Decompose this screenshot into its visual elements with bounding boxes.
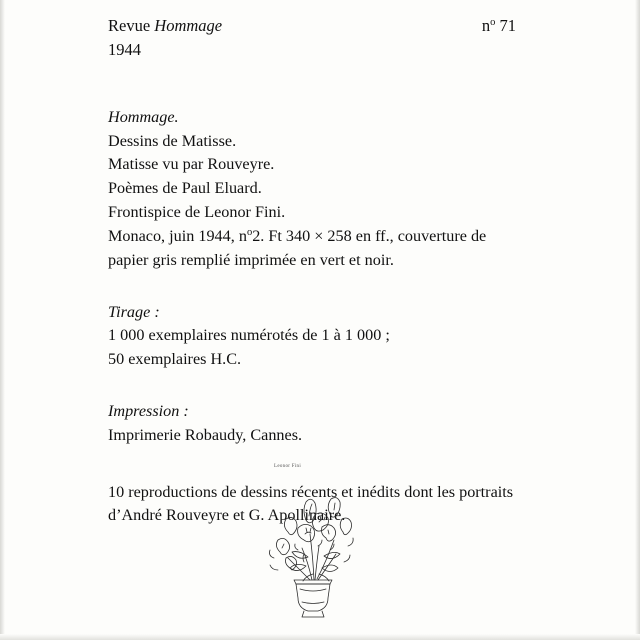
revue-title-line bbox=[108, 14, 222, 38]
page-header bbox=[108, 14, 528, 62]
page-edge-bottom bbox=[0, 634, 640, 640]
revue-prefix: Revue bbox=[108, 16, 151, 35]
section-hommage-line-2: Matisse vu par Rouveyre. bbox=[108, 155, 275, 174]
flower-vase-drawing bbox=[218, 462, 408, 624]
section-hommage-line-1: Dessins de Matisse. bbox=[108, 131, 237, 150]
page-content bbox=[108, 14, 528, 528]
issue-number-block bbox=[482, 16, 528, 36]
issue-number: 71 bbox=[499, 16, 516, 35]
section-hommage-line-4: Frontispice de Leonor Fini. bbox=[108, 203, 286, 222]
section-impression-heading: Impression : bbox=[108, 401, 189, 420]
figure-signature: Leonor Fini bbox=[274, 464, 302, 469]
section-hommage-line-5-head: Monaco, juin 1944, n bbox=[108, 226, 247, 245]
section-impression-line-1: Imprimerie Robaudy, Cannes. bbox=[108, 425, 303, 444]
section-hommage-inline-sup: o bbox=[246, 227, 253, 239]
section-tirage-line-1: 1 000 exemplaires numérotés de 1 à 1 000 ; bbox=[108, 326, 390, 345]
revue-work-title: Hommage bbox=[154, 16, 223, 35]
section-hommage-line-5 bbox=[108, 225, 528, 273]
section-hommage-line-3: Poèmes de Paul Eluard. bbox=[108, 179, 262, 198]
section-hommage-line-5-tail: 2. Ft 340 × 258 en ff., couverture de papier gris remplié imprimée en vert et noir. bbox=[108, 226, 487, 269]
section-reproductions-text: 10 reproductions de dessins récents et inédits dont les portraits d’André Rouveyre et G. Apollinaire. bbox=[108, 482, 514, 525]
page-edge-left bbox=[0, 0, 5, 640]
issue-prefix: n bbox=[481, 16, 491, 35]
section-impression bbox=[108, 400, 528, 448]
section-tirage-line-2: 50 exemplaires H.C. bbox=[108, 350, 242, 369]
section-tirage-heading: Tirage : bbox=[108, 302, 160, 321]
header-title-block bbox=[108, 14, 222, 62]
page-edge-right bbox=[635, 0, 640, 640]
issue-ordinal-sup: o bbox=[490, 17, 496, 29]
section-tirage bbox=[108, 301, 528, 372]
section-hommage-heading: Hommage. bbox=[108, 107, 179, 126]
revue-year: 1944 bbox=[108, 39, 141, 59]
section-hommage bbox=[108, 106, 528, 273]
